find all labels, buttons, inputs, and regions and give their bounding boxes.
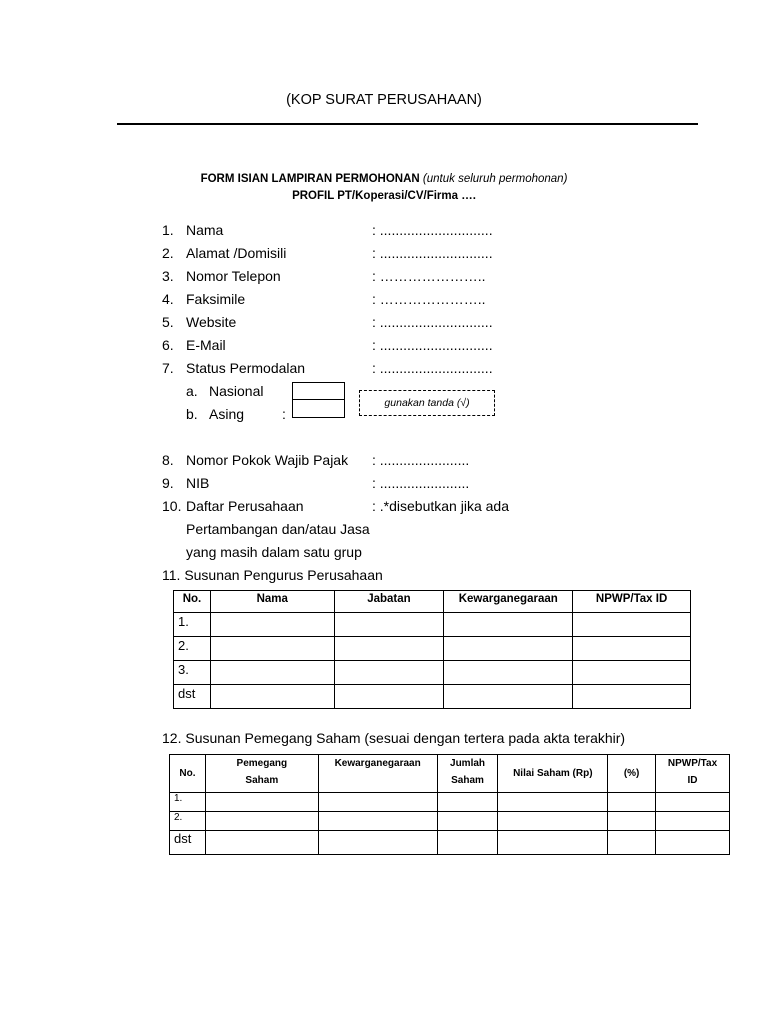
row-number: 1.: [174, 613, 211, 637]
table-cell[interactable]: [656, 812, 730, 831]
field-value-alamat[interactable]: : .............................: [372, 245, 493, 261]
table-cell[interactable]: [205, 831, 318, 855]
field-number: 1.: [162, 222, 174, 238]
column-header-jabatan: Jabatan: [334, 591, 444, 613]
table-cell[interactable]: [210, 685, 334, 709]
column-header-kewarganegaraan: Kewarganegaraan: [444, 591, 573, 613]
table-cell[interactable]: [318, 812, 437, 831]
column-header-jumlah-saham: [437, 755, 498, 793]
table-cell[interactable]: [334, 637, 444, 661]
field-label-alamat: Alamat /Domisili: [186, 245, 287, 261]
section-title-pengurus: 11. Susunan Pengurus Perusahaan: [162, 567, 383, 583]
field-continuation: yang masih dalam satu grup: [186, 544, 362, 560]
field-value-faksimile[interactable]: : …………………..: [372, 291, 486, 307]
field-value-npwp[interactable]: : .......................: [372, 452, 470, 468]
table-row: [174, 637, 691, 661]
row-number: 2.: [174, 637, 211, 661]
table-cell[interactable]: [318, 793, 437, 812]
table-cell[interactable]: [573, 613, 691, 637]
header-line: Saham: [451, 775, 484, 786]
header-line: Pemegang: [236, 758, 288, 769]
field-number: 7.: [162, 360, 174, 376]
table-cell[interactable]: [444, 613, 573, 637]
field-value-status-permodalan[interactable]: : .............................: [372, 360, 493, 376]
row-number: 3.: [174, 661, 211, 685]
pengurus-table: [173, 590, 691, 709]
table-cell[interactable]: [205, 812, 318, 831]
field-value-telepon[interactable]: : …………………..: [372, 268, 486, 284]
row-number: 2.: [170, 812, 206, 831]
table-cell[interactable]: [656, 831, 730, 855]
section-title-pemegang-saham: 12. Susunan Pemegang Saham (sesuai dengan tertera pada akta terakhir): [162, 730, 626, 746]
field-label-telepon: Nomor Telepon: [186, 268, 281, 284]
table-cell[interactable]: [498, 812, 608, 831]
table-row: [174, 661, 691, 685]
table-row: [170, 831, 730, 855]
form-title: [0, 173, 768, 185]
table-cell[interactable]: [444, 685, 573, 709]
table-cell[interactable]: [498, 831, 608, 855]
field-value-daftar-perusahaan[interactable]: : .*disebutkan jika ada: [372, 498, 509, 514]
option-label-asing: Asing: [209, 406, 245, 422]
field-value-nib[interactable]: : .......................: [372, 475, 470, 491]
column-header-persen: (%): [608, 755, 656, 793]
row-number: dst: [174, 685, 211, 709]
pemegang-saham-table: [169, 754, 730, 855]
table-cell[interactable]: [573, 661, 691, 685]
table-cell[interactable]: [334, 613, 444, 637]
row-number: 1.: [170, 793, 206, 812]
table-cell[interactable]: [210, 613, 334, 637]
field-label-status-permodalan: Status Permodalan: [186, 360, 306, 376]
checkmark-instruction: gunakan tanda (√): [359, 390, 495, 416]
field-number: 5.: [162, 314, 174, 330]
table-cell[interactable]: [437, 793, 498, 812]
table-cell[interactable]: [437, 831, 498, 855]
table-header-row: [170, 755, 730, 793]
table-cell[interactable]: [608, 812, 656, 831]
field-number: 8.: [162, 452, 174, 468]
table-cell[interactable]: [444, 661, 573, 685]
column-header-npwp: NPWP/Tax ID: [573, 591, 691, 613]
header-line: Jumlah: [450, 758, 486, 769]
column-header-pemegang-saham: [205, 755, 318, 793]
row-number: dst: [170, 831, 206, 855]
table-cell[interactable]: [498, 793, 608, 812]
column-header-nilai-saham: Nilai Saham (Rp): [498, 755, 608, 793]
table-cell[interactable]: [656, 793, 730, 812]
table-row: [174, 685, 691, 709]
table-cell[interactable]: [318, 831, 437, 855]
table-header-row: [174, 591, 691, 613]
table-cell[interactable]: [444, 637, 573, 661]
table-cell[interactable]: [437, 812, 498, 831]
option-colon: :: [282, 406, 286, 422]
option-letter: b.: [186, 406, 198, 422]
form-title-main: FORM ISIAN LAMPIRAN PERMOHONAN: [200, 173, 420, 185]
field-label-nib: NIB: [186, 475, 210, 491]
table-row: [170, 812, 730, 831]
table-cell[interactable]: [205, 793, 318, 812]
table-cell[interactable]: [573, 637, 691, 661]
option-letter: a.: [186, 383, 198, 399]
field-number: 10.: [162, 498, 182, 514]
table-cell[interactable]: [334, 685, 444, 709]
field-number: 2.: [162, 245, 174, 261]
field-number: 4.: [162, 291, 174, 307]
field-label-email: E-Mail: [186, 337, 226, 353]
field-label-faksimile: Faksimile: [186, 291, 246, 307]
column-header-kewarganegaraan: Kewarganegaraan: [318, 755, 437, 793]
field-value-email[interactable]: : .............................: [372, 337, 493, 353]
field-label-daftar-perusahaan: Daftar Perusahaan: [186, 498, 304, 514]
field-number: 6.: [162, 337, 174, 353]
header-line: ID: [687, 775, 698, 786]
table-cell[interactable]: [608, 793, 656, 812]
option-label-nasional: Nasional: [209, 383, 264, 399]
field-continuation: Pertambangan dan/atau Jasa: [186, 521, 370, 537]
column-header-nama: Nama: [210, 591, 334, 613]
checkbox-asing[interactable]: [292, 399, 345, 418]
letterhead-placeholder: (KOP SURAT PERUSAHAAN): [286, 92, 482, 108]
column-header-npwp: [656, 755, 730, 793]
field-label-website: Website: [186, 314, 237, 330]
form-title-note: (untuk seluruh permohonan): [422, 173, 568, 185]
header-divider: [117, 123, 698, 125]
header-line: NPWP/Tax: [667, 758, 718, 769]
table-cell[interactable]: [210, 637, 334, 661]
field-label-npwp: Nomor Pokok Wajib Pajak: [186, 452, 349, 468]
field-value-website[interactable]: : .............................: [372, 314, 493, 330]
header-line: Saham: [245, 775, 279, 786]
table-cell[interactable]: [334, 661, 444, 685]
field-value-nama[interactable]: : .............................: [372, 222, 493, 238]
column-header-no: No.: [174, 591, 211, 613]
table-row: [174, 613, 691, 637]
table-cell[interactable]: [573, 685, 691, 709]
form-subtitle: PROFIL PT/Koperasi/CV/Firma ….: [292, 190, 476, 202]
field-label-nama: Nama: [186, 222, 224, 238]
table-row: [170, 793, 730, 812]
column-header-no: No.: [170, 755, 206, 793]
field-number: 9.: [162, 475, 174, 491]
table-cell[interactable]: [608, 831, 656, 855]
field-number: 3.: [162, 268, 174, 284]
table-cell[interactable]: [210, 661, 334, 685]
